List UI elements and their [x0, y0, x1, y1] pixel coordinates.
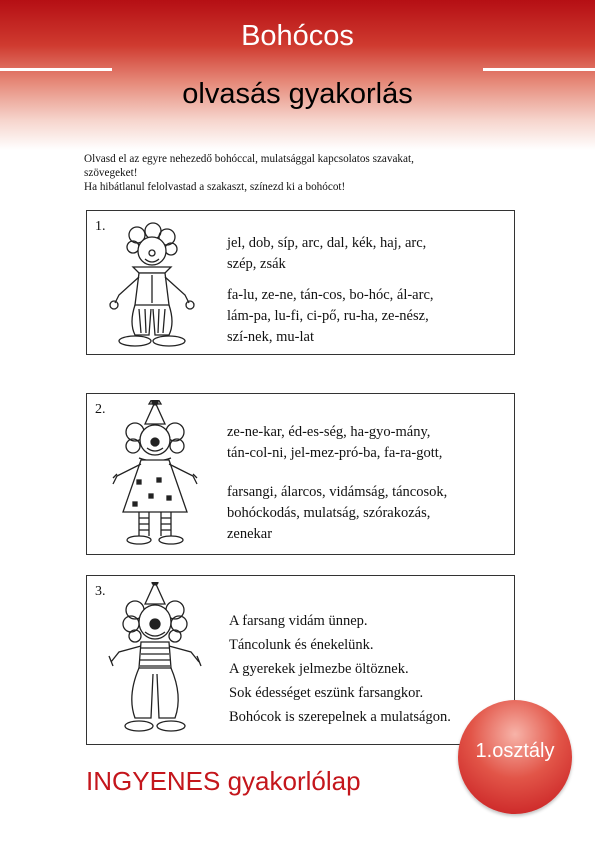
page-subtitle: olvasás gyakorlás [182, 78, 413, 110]
sentence-line: Bohócok is szerepelnek a mulatságon. [229, 709, 451, 725]
word-list [227, 233, 434, 358]
word-line: farsangi, álarcos, vidámság, táncosok, [227, 484, 448, 500]
word-line: zenekar [227, 526, 273, 542]
exercise-number: 2. [95, 402, 106, 417]
word-line: fa-lu, ze-ne, tán-cos, bo-hóc, ál-arc, [227, 287, 434, 303]
instruction-line: Olvasd el az egyre nehezedő bohóccal, mulatsággal kapcsolatos szavakat, [84, 153, 414, 165]
instruction-line: Ha hibátlanul felolvastad a szakaszt, színezd ki a bohócot! [84, 181, 346, 193]
clown-illustration-2 [109, 400, 201, 550]
clown-illustration-3 [105, 582, 205, 740]
sentence-line: A farsang vidám ünnep. [229, 613, 368, 629]
exercise-number: 3. [95, 584, 106, 599]
word-line: lám-pa, lu-fi, ci-pő, ru-ha, ze-nész, [227, 308, 429, 324]
exercise-box-2 [86, 393, 515, 555]
word-list [227, 422, 447, 555]
sentence-list [229, 609, 451, 729]
word-line: ze-ne-kar, éd-es-ség, ha-gyo-mány, [227, 424, 431, 440]
instruction-line: szövegeket! [84, 167, 138, 179]
exercise-number: 1. [95, 219, 106, 234]
grade-badge-label: 1.osztály [475, 740, 555, 762]
word-line: jel, dob, síp, arc, dal, kék, haj, arc, [227, 235, 427, 251]
instructions [84, 152, 524, 194]
word-line: szép, zsák [227, 256, 286, 272]
word-line: bohóckodás, mulatság, szórakozás, [227, 505, 431, 521]
header-line-left [0, 68, 112, 71]
grade-badge [458, 700, 572, 814]
sentence-line: Sok édességet eszünk farsangkor. [229, 685, 424, 701]
word-line: tán-col-ni, jel-mez-pró-ba, fa-ra-gott, [227, 445, 443, 461]
header-line-right [483, 68, 595, 71]
page-title: Bohócos [241, 20, 354, 52]
sentence-line: A gyerekek jelmezbe öltöznek. [229, 661, 409, 677]
sentence-line: Táncolunk és énekelünk. [229, 637, 374, 653]
exercise-box-1 [86, 210, 515, 355]
clown-illustration-1 [105, 219, 197, 349]
word-line: szí-nek, mu-lat [227, 329, 314, 345]
footer-label: INGYENES gyakorlólap [86, 766, 361, 796]
exercise-box-3 [86, 575, 515, 745]
